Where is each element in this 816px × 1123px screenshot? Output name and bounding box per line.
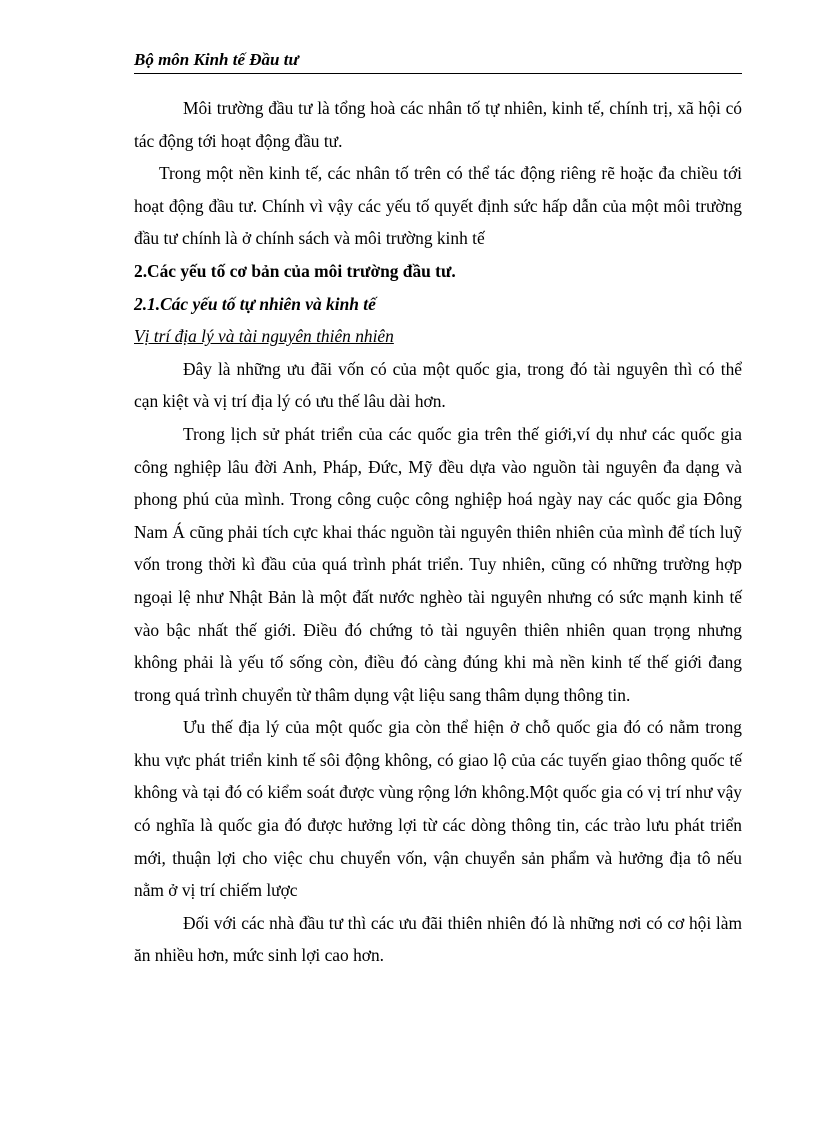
header-title: Bộ môn Kinh tế Đầu tư	[134, 50, 299, 69]
paragraph-natural-advantages: Đây là những ưu đãi vốn có của một quốc gia, trong đó tài nguyên thì có thể cạn kiệt và vị trí địa lý có ưu thế lâu dài hơn.	[134, 358, 742, 412]
subsection-heading: 2.1.Các yếu tố tự nhiên và kinh tế	[134, 293, 376, 314]
paragraph-investment-environment-definition: Môi trường đầu tư là tổng hoà các nhân tố tự nhiên, kinh tế, chính trị, xã hội có tác động tới hoạt động đầu tư.	[134, 98, 742, 151]
page-header	[134, 50, 742, 74]
paragraph-investor-perspective: Đối với các nhà đầu tư thì các ưu đãi thiên nhiên đó là những nơi có cơ hội làm ăn nhiều hơn, mức sinh lợi cao hơn.	[134, 912, 742, 966]
topic-heading: Vị trí địa lý và tài nguyên thiên nhiên	[134, 326, 394, 347]
section-heading: 2.Các yếu tố cơ bản của môi trường đầu tư.	[134, 260, 456, 281]
paragraph-history-resources: Trong lịch sử phát triển của các quốc gia trên thế giới,ví dụ như các quốc gia công nghiệp lâu đời Anh, Pháp, Đức, Mỹ đều dựa vào nguồn tài nguyên đa dạng và phong phú của mình. Trong công cuộc công nghiệp hoá ngày nay các quốc gia Đông Nam Á cũng phải tích cực khai thác nguồn tài nguyên thiên nhiên của mình để tích luỹ vốn trong thời kì đầu của quá trình phát triển. Tuy nhiên, cũng có những trường hợp ngoại lệ như Nhật Bản là một đất nước nghèo tài nguyên nhưng có sức mạnh kinh tế vào bậc nhất thế giới. Điều đó chứng tỏ tài nguyên thiên nhiên quan trọng nhưng không phải là yếu tố sống còn, điều đó càng đúng khi mà nền kinh tế thế giới đang trong quá trình chuyển từ thâm dụng vật liệu sang thâm dụng thông tin.	[134, 423, 742, 705]
paragraph-geographic-advantage: Ưu thế địa lý của một quốc gia còn thể hiện ở chỗ quốc gia đó có nằm trong khu vực phát triển kinh tế sôi động không, có giao lộ của các tuyến giao thông quốc tế không và tại đó có kiểm soát được vùng rộng lớn không.Một quốc gia có vị trí như vậy có nghĩa là quốc gia đó được hưởng lợi từ các dòng thông tin, các trào lưu phát triển mới, thuận lợi cho việc chu chuyển vốn, vận chuyển sản phẩm và hưởng địa tô nếu nằm ở vị trí chiếm lược	[134, 717, 742, 901]
paragraph-factors-impact: Trong một nền kinh tế, các nhân tố trên có thể tác động riêng rẽ hoặc đa chiều tới hoạt động đầu tư. Chính vì vậy các yếu tố quyết định sức hấp dẫn của một môi trường đầu tư chính là ở chính sách và môi trường kinh tế	[134, 163, 742, 249]
document-body	[134, 92, 742, 972]
